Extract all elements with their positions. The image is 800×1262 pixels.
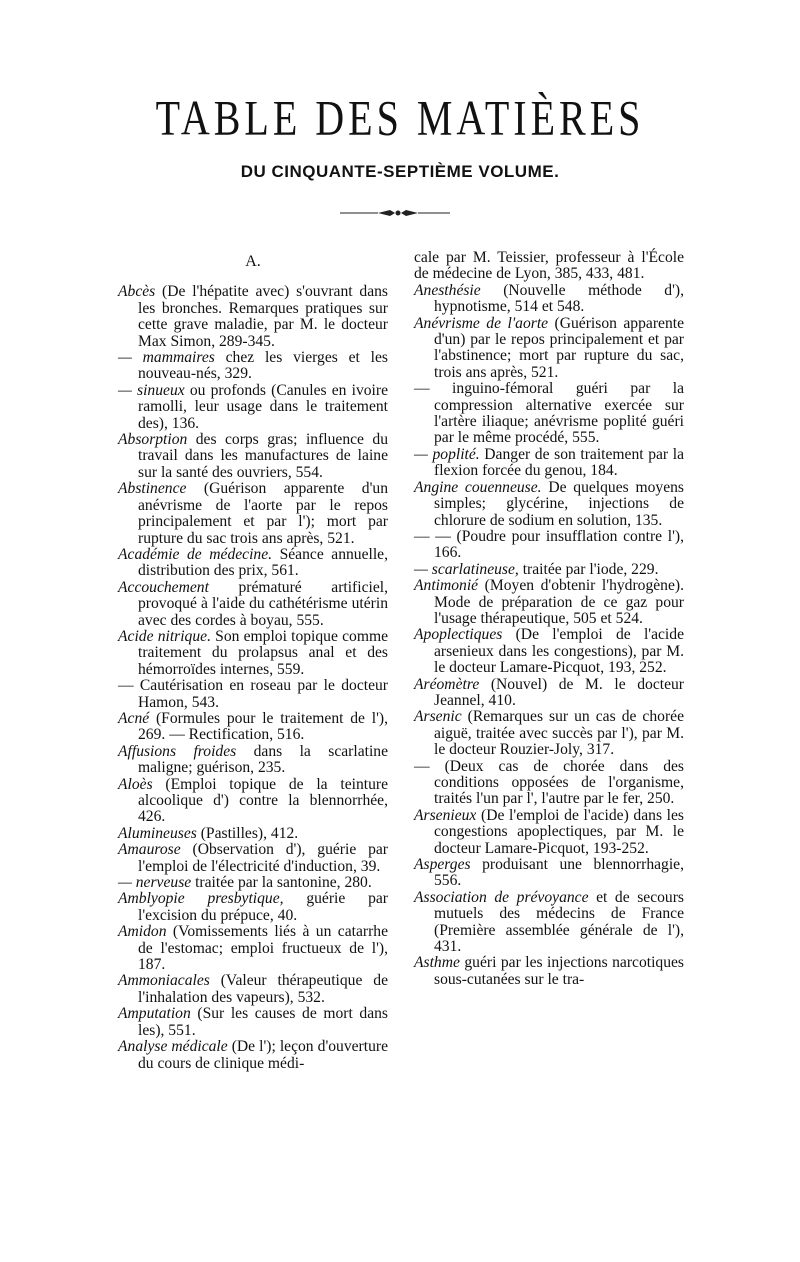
index-entry [118, 891, 388, 924]
index-text: (Nouvel) de M. le docteur Jeannel, 410. [434, 675, 684, 709]
index-term: Ammoniacales [118, 972, 210, 990]
index-text: — (Deux cas de chorée dans des conditions opposées de l'organisme, traités l'un par l', l'autre par le fer, 250. [414, 757, 684, 808]
index-term: Amaurose [118, 841, 181, 859]
index-term: Arsenieux [414, 806, 477, 824]
index-text: cale par M. Teissier, professeur à l'École de médecine de Lyon, 385, 433, 481. [414, 249, 684, 283]
index-text: traitée par l'iode, 229. [518, 560, 659, 578]
index-text: (Vomissements liés à un catarrhe de l'estomac; emploi fructueux de l'), 187. [138, 923, 388, 974]
index-text: (Remarques sur un cas de chorée aiguë, traitée avec succès par l'), par M. le docteur Rouzier-Joly, 317. [434, 708, 684, 759]
right-column [414, 250, 684, 988]
index-entry [118, 842, 388, 875]
index-term: Aloès [118, 775, 153, 793]
index-term: Abstinence [118, 480, 187, 498]
index-entry [118, 973, 388, 1006]
index-entry [118, 924, 388, 973]
index-term: — poplité. [414, 445, 480, 463]
index-entry [414, 283, 684, 316]
index-entry [414, 529, 684, 562]
index-term: — mammaires [118, 349, 215, 367]
index-entry [414, 480, 684, 529]
index-text: De quelques moyens simples; glycérine, injections de chlorure de sodium en solution, 135. [434, 478, 684, 529]
index-entry [118, 744, 388, 777]
index-text: traitée par la santonine, 280. [191, 874, 372, 892]
index-term: Amidon [118, 923, 167, 941]
index-text: (De l'hépatite avec) s'ouvrant dans les bronches. Remarques pratiques sur cette grave maladie, par M. le docteur Max Simon, 289-345. [138, 283, 388, 350]
index-text: (Guérison apparente d'un) par le repos principalement et par l'abstinence; mort par rupture du sac, trois ans après, 521. [434, 314, 684, 381]
index-term: Abcès [118, 283, 156, 301]
index-entry [118, 383, 388, 432]
index-text: (De l'emploi de l'acide) dans les congestions apoplectiques, par M. le docteur Lamare-Picquot, 193-252. [434, 806, 684, 857]
index-term: — sinueux [118, 381, 185, 399]
index-term: Analyse médicale [118, 1038, 228, 1056]
index-text: (Formules pour le traitement de l'), 269. — Rectification, 516. [138, 709, 388, 744]
index-entry [414, 709, 684, 758]
index-text: — Cautérisation en roseau par le docteur Hamon, 543. [118, 677, 388, 711]
index-entry [414, 808, 684, 857]
index-term: Aréomètre [414, 675, 480, 693]
index-entry [118, 826, 388, 842]
index-entry [118, 547, 388, 580]
index-term: Angine couenneuse. [414, 478, 542, 496]
index-entry [414, 759, 684, 808]
index-text: guérie par l'excision du prépuce, 40. [138, 890, 388, 924]
index-entry [414, 627, 684, 676]
index-text: (Sur les causes de mort dans les), 551. [138, 1005, 388, 1039]
index-entry [118, 1006, 388, 1039]
index-text: et de secours mutuels des médecins de France (Première assemblée générale de l'), 431. [434, 888, 684, 956]
index-text: (Nouvelle méthode d'), hypnotisme, 514 et 548. [434, 281, 684, 316]
index-text: — inguino-fémoral guéri par la compression alternative exercée sur l'artère iliaque; anévrisme poplité guéri par le même procédé, 555. [414, 380, 684, 447]
index-entry [414, 447, 684, 480]
index-entry [414, 578, 684, 627]
index-term: Absorption [118, 431, 188, 449]
index-text: (De l'emploi de l'acide arsenieux dans les congestions), par M. le docteur Lamare-Picquot, 193, 252. [434, 626, 684, 677]
index-text: (Valeur thérapeutique de l'inhalation des vapeurs), 532. [138, 972, 388, 1006]
index-text: prématuré artificiel, provoqué à l'aide du cathétérisme utérin avec des cordes à boyau, 555. [138, 578, 388, 629]
index-entry [118, 350, 388, 383]
index-entry [118, 284, 388, 350]
index-entry [118, 580, 388, 629]
index-text: des corps gras; influence du travail dans les manufactures de laine sur la santé des ouvriers, 554. [138, 431, 388, 481]
index-term: Alumineuses [118, 824, 197, 842]
index-entry [118, 629, 388, 678]
index-term: Apoplectiques [414, 626, 503, 644]
index-term: Arsenic [414, 708, 462, 726]
index-text: (Moyen d'obtenir l'hydrogène). Mode de préparation de ce gaz pour l'usage thérapeutique, 505 et 524. [434, 577, 684, 627]
index-entry [414, 890, 684, 956]
page-subtitle: DU CINQUANTE-SEPTIÈME VOLUME. [240, 162, 560, 181]
index-entry [118, 875, 388, 891]
index-term: Asperges [414, 856, 471, 874]
index-term: Acné [118, 709, 150, 727]
index-term: Anesthésie [414, 281, 481, 299]
index-text: produisant une blennorrhagie, 556. [434, 856, 684, 890]
index-entry [414, 857, 684, 890]
right-entry-list [414, 250, 684, 988]
index-term: Acide nitrique. [118, 627, 211, 645]
index-entry [118, 432, 388, 481]
index-entry [118, 1039, 388, 1072]
index-entry [414, 562, 684, 578]
index-entry [414, 677, 684, 710]
index-term: Accouchement [118, 578, 209, 596]
index-text: Séance annuelle, distribution des prix, 561. [138, 545, 388, 580]
index-text: ou profonds (Canules en ivoire ramolli, leur usage dans le traitement des), 136. [138, 381, 388, 432]
index-term: Affusions froides [118, 742, 237, 760]
index-text: Son emploi topique comme traitement du prolapsus anal et des hémorroïdes internes, 559. [138, 627, 388, 678]
index-term: Anévrisme de l'aorte [414, 314, 549, 332]
index-term: Asthme [414, 954, 460, 972]
index-entry [414, 316, 684, 382]
index-text: (Emploi topique de la teinture alcoolique d') contre la blennorrhée, 426. [138, 775, 388, 826]
index-entry [118, 678, 388, 711]
left-column [118, 250, 388, 1072]
left-entry-list [118, 284, 388, 1072]
ornament-divider [340, 206, 450, 220]
section-letter: A. [245, 253, 261, 270]
index-term: — nerveuse [118, 874, 192, 892]
index-text: (Observation d'), guérie par l'emploi de l'électricité d'induction, 39. [138, 841, 388, 875]
index-entry [118, 777, 388, 826]
index-text: chez les vierges et les nouveau-nés, 329. [138, 349, 388, 383]
index-text: (De l'); leçon d'ouverture du cours de clinique médi- [138, 1038, 388, 1072]
page-title: TABLE DES MATIÈRES [155, 89, 645, 146]
index-term: Association de prévoyance [414, 888, 589, 906]
index-entry [118, 711, 388, 744]
index-text: Danger de son traitement par la flexion forcée du genou, 184. [434, 445, 684, 480]
index-entry [414, 381, 684, 447]
index-entry [414, 250, 684, 283]
index-term: Académie de médecine. [118, 545, 273, 563]
index-entry [118, 481, 388, 547]
index-text: dans la scarlatine maligne; guérison, 235. [138, 742, 388, 777]
index-term: Amputation [118, 1005, 191, 1023]
index-text: guéri par les injections narcotiques sous-cutanées sur le tra- [434, 954, 684, 988]
index-term: Antimonié [414, 577, 479, 595]
index-text: (Guérison apparente d'un anévrisme de l'aorte par le repos principalement et par l'); mort par rupture du sac trois ans après, 521. [138, 480, 388, 547]
index-term: — scarlatineuse, [414, 560, 519, 578]
index-text: — — (Poudre pour insufflation contre l'), 166. [414, 527, 684, 562]
index-term: Amblyopie presbytique, [118, 890, 284, 908]
index-entry [414, 955, 684, 988]
index-text: (Pastilles), 412. [196, 824, 299, 842]
